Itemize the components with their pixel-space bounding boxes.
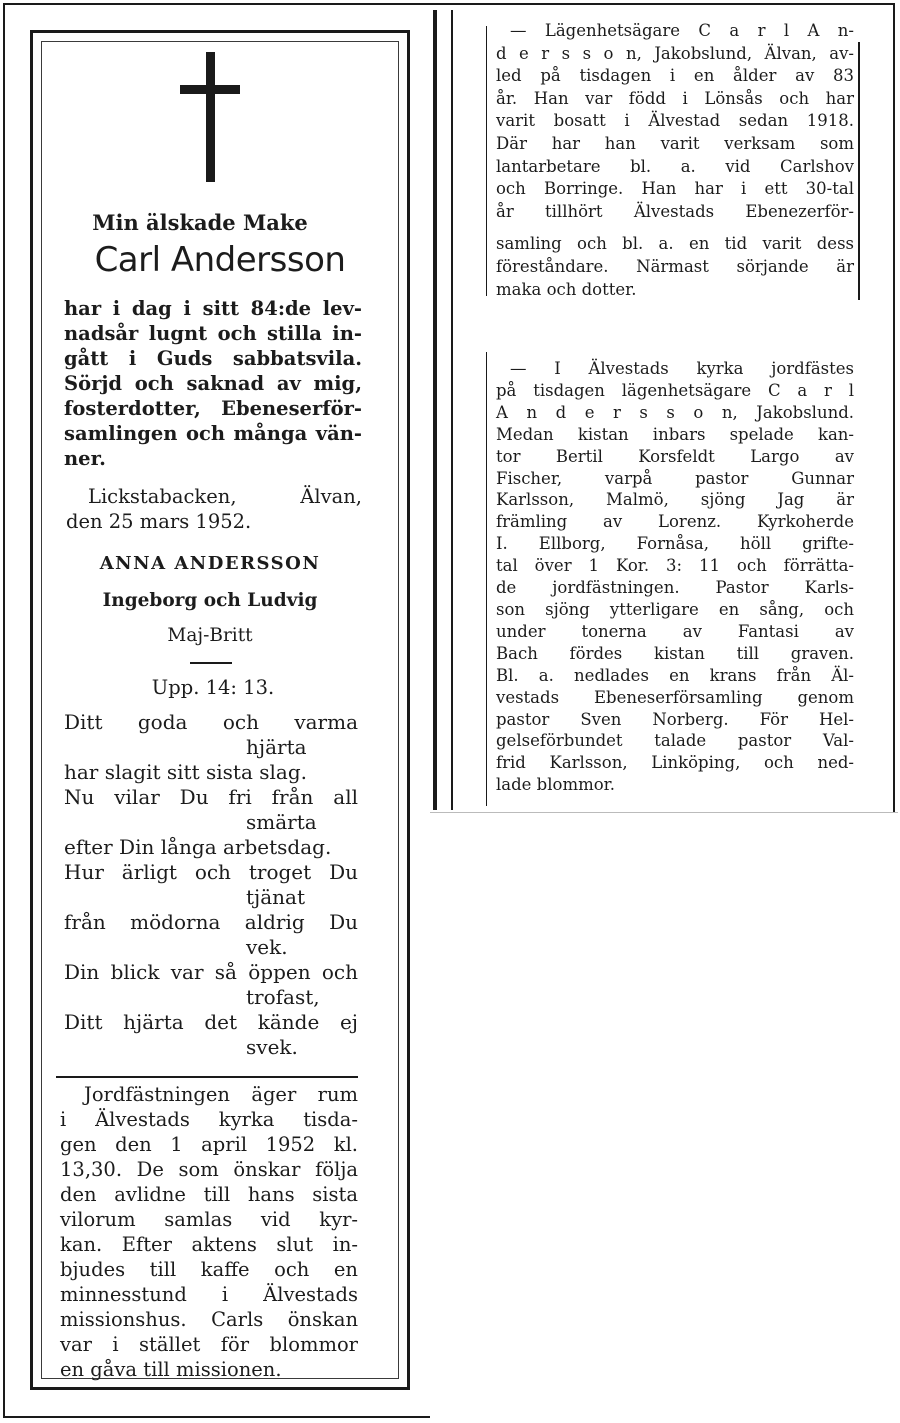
funeral-report-line: A n d e r s s o n, Jakobslund.: [496, 402, 854, 422]
funeral-notice-line: minnesstund i Älvestads: [60, 1283, 358, 1306]
announcement-line: ner.: [64, 447, 106, 470]
verse-line: Hur ärligt och troget Du: [64, 860, 358, 884]
death-notice-line: samling och bl. a. en tid varit dess: [496, 234, 854, 254]
death-notice-line: och Borringe. Han har i ett 30-tal: [496, 179, 854, 199]
verse-line: har slagit sitt sista slag.: [64, 760, 307, 784]
verse-line: från mödorna aldrig Du: [64, 910, 358, 934]
funeral-report-line: tor Bertil Korsfeldt Largo av: [496, 446, 854, 466]
place-line: Lickstabacken, Älvan,: [88, 485, 362, 508]
death-notice-line: år tillhört Älvestads Ebenezerför-: [496, 201, 854, 221]
verse-line: tjänat: [246, 885, 306, 909]
deceased-name: Carl Andersson: [94, 240, 346, 280]
funeral-notice-line: missionshus. Carls önskan: [60, 1308, 358, 1331]
funeral-report-line: Karlsson, Malmö, sjöng Jag är: [496, 490, 854, 510]
verse-line: trofast,: [246, 985, 320, 1009]
announcement-line: har i dag i sitt 84:de lev-: [64, 297, 362, 320]
signer-children: Ingeborg och Ludvig: [102, 590, 318, 611]
death-notice-line: Där har han varit verksam som: [496, 133, 854, 153]
verse-line: hjärta: [246, 735, 307, 759]
funeral-report-line: Fischer, varpå pastor Gunnar: [496, 468, 854, 488]
funeral-report-line: tal över 1 Kor. 3: 11 och förrätta-: [496, 556, 854, 576]
funeral-report-line: Bl. a. nedlades en krans från Äl-: [496, 665, 854, 685]
column-rule: [451, 10, 453, 810]
funeral-report-line: son sjöng ytterligare en sång, och: [496, 599, 854, 619]
verse-line: Ditt goda och varma: [64, 710, 358, 734]
funeral-report-line: lade blommor.: [496, 775, 616, 795]
signer-foster-daughter: Maj-Britt: [167, 625, 253, 646]
funeral-notice-text: [60, 1082, 358, 1382]
funeral-notice-box: [56, 1076, 358, 1386]
funeral-report-line: främling av Lorenz. Kyrkoherde: [496, 512, 854, 532]
announcement-line: fosterdotter, Ebeneserför-: [64, 397, 362, 420]
funeral-report-line: vestads Ebeneserförsamling genom: [496, 687, 854, 707]
announcement-line: gått i Guds sabbatsvila.: [64, 347, 362, 370]
blank-paper-area: [430, 812, 898, 1419]
death-notice-line: föreståndare. Närmast sörjande är: [496, 256, 854, 276]
verse-line: Din blick var så öppen och: [64, 960, 358, 984]
cross-icon: [180, 52, 240, 182]
funeral-notice-line: var i stället för blommor: [60, 1333, 358, 1356]
funeral-notice-line: vilorum samlas vid kyr-: [60, 1208, 358, 1231]
funeral-report-line: frid Karlsson, Linköping, och ned-: [496, 753, 854, 773]
divider: [190, 662, 232, 664]
death-notice-line: d e r s s o n, Jakobslund, Älvan, av-: [496, 43, 854, 63]
verse-line: smärta: [246, 810, 317, 834]
funeral-report-text: [496, 358, 854, 796]
funeral-report-line: på tisdagen lägenhetsägare C a r l: [496, 380, 854, 400]
funeral-notice-line: 13,30. De som önskar följa: [60, 1158, 358, 1181]
obituary-intro: Min älskade Make: [92, 210, 308, 235]
death-notice-line: år. Han var född i Lönsås och har: [496, 88, 854, 108]
announcement-line: samlingen och många vän-: [64, 422, 362, 445]
death-notice-text: [496, 20, 854, 301]
funeral-report-line: — I Älvestads kyrka jordfästes: [510, 359, 854, 378]
funeral-notice-line: i Älvestads kyrka tisda-: [60, 1108, 358, 1131]
funeral-report-line: Medan kistan inbars spelade kan-: [496, 424, 854, 444]
funeral-notice-line: gen den 1 april 1952 kl.: [60, 1133, 358, 1156]
death-notice-line: lantarbetare bl. a. vid Carlshov: [496, 156, 854, 176]
funeral-notice-line: bjudes till kaffe och en: [60, 1258, 358, 1281]
funeral-report-line: de jordfästningen. Pastor Karls-: [496, 578, 854, 598]
verse-line: Nu vilar Du fri från all: [64, 785, 358, 809]
signer-widow: ANNA ANDERSSON: [99, 553, 321, 574]
funeral-report-clipping: [486, 352, 866, 808]
verse-line: vek.: [246, 935, 288, 959]
column-rule: [433, 10, 437, 810]
verse-line: Ditt hjärta det kände ej: [64, 1010, 358, 1034]
verse-line: svek.: [246, 1035, 298, 1059]
funeral-report-line: under tonerna av Fantasi av: [496, 621, 854, 641]
verse-line: efter Din långa arbetsdag.: [64, 835, 332, 859]
funeral-report-line: Bach fördes kistan till graven.: [496, 643, 854, 663]
date-line: den 25 mars 1952.: [66, 510, 252, 533]
death-notice-line: — Lägenhetsägare C a r l A n-: [510, 21, 854, 40]
death-notice-line: maka och dotter.: [496, 279, 637, 299]
funeral-notice-line: den avlidne till hans sista: [60, 1183, 358, 1206]
announcement-line: nadsår lugnt och stilla in-: [64, 322, 362, 345]
death-notice-clipping: [486, 18, 866, 300]
funeral-notice-line: Jordfästningen äger rum: [84, 1083, 358, 1106]
funeral-notice-line: en gåva till missionen.: [60, 1358, 282, 1381]
funeral-report-line: pastor Sven Norberg. För Hel-: [496, 709, 854, 729]
announcement-line: Sörjd och saknad av mig,: [64, 372, 362, 395]
funeral-report-line: I. Ellborg, Fornåsa, höll grifte-: [496, 534, 854, 554]
funeral-report-line: gelseförbundet talade pastor Val-: [496, 731, 854, 751]
death-notice-line: varit bosatt i Älvestad sedan 1918.: [496, 111, 854, 131]
funeral-notice-line: kan. Efter aktens slut in-: [60, 1233, 358, 1256]
scripture-reference: Upp. 14: 13.: [151, 676, 275, 699]
death-notice-line: led på tisdagen i en ålder av 83: [496, 66, 854, 86]
